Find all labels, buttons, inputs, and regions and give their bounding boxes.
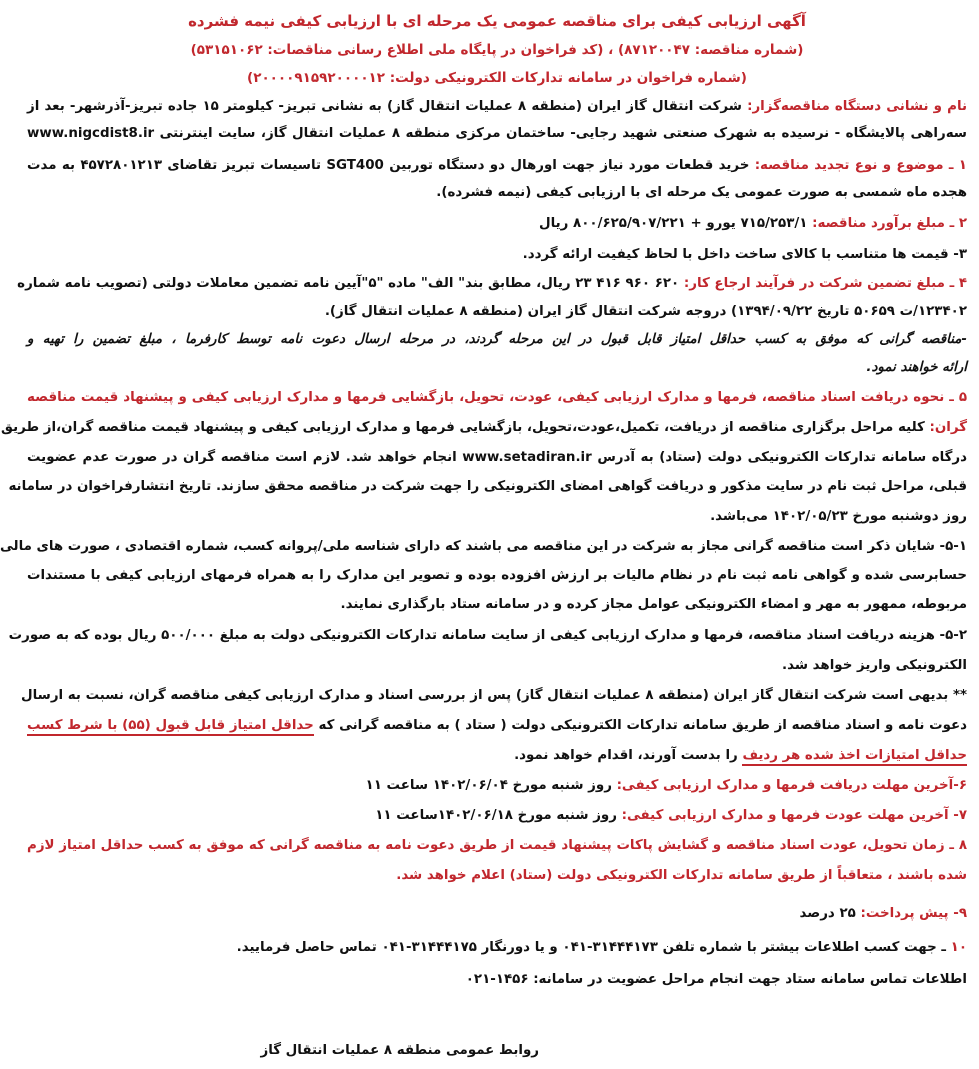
- body-line: ۱۰ ـ جهت کسب اطلاعات بیشتر با شماره تلفن ۳۱۴۴۴۱۷۳-۰۴۱ و یا دورنگار ۳۱۴۴۴۱۷۵-۰۴۱ تماس حاصل فرمایید.: [236, 940, 967, 955]
- body-line: ۵-۱- شایان ذکر است مناقصه گرانی مجاز به شرکت در این مناقصه می باشند که دارای شناسه ملی/پروانه کسب، شماره اقتصادی ، صورت های مالی: [0, 539, 967, 554]
- body-line: ۶-آخرین مهلت دریافت فرمها و مدارک ارزیابی کیفی: روز شنبه مورخ ۱۴۰۲/۰۶/۰۴ ساعت ۱۱: [365, 778, 967, 793]
- tender-numbers: (شماره مناقصه: ۸۷۱۲۰۰۴۷) ، (کد فراخوان در پایگاه ملی اطلاع رسانی مناقصات: ۵۳۱۵۱۰۶۲): [190, 42, 804, 58]
- underlined-condition: حداقل امتیاز قابل قبول (۵۵) با شرط کسب: [27, 718, 314, 736]
- call-number: (شماره فراخوان در سامانه تدارکات الکترونیکی دولت: ۲۰۰۰۰۹۱۵۹۲۰۰۰۰۱۲): [247, 70, 747, 86]
- body-line: درگاه سامانه تدارکات الکترونیکی دولت (ستاد) به آدرس www.setadiran.ir انجام خواهد شد. لازم است مناقصه گران در صورت عدم عضویت: [27, 450, 968, 465]
- body-line: ۵ ـ نحوه دریافت اسناد مناقصه، فرمها و مدارک ارزیابی کیفی، عودت، تحویل، بازگشایی فرمها و مدارک ارزیابی کیفی و پیشنهاد قیمت مناقصه: [27, 390, 967, 405]
- body-line: مربوطه، ممهور به مهر و امضاء الکترونیکی عوامل مجاز کرده و در سامانه ستاد بارگذاری نمایند.: [340, 597, 967, 612]
- underlined-condition: حداقل امتیازات اخذ شده هر ردیف: [742, 748, 967, 766]
- body-line: ۳- قیمت ها متناسب با کالای ساخت داخل با لحاظ کیفیت ارائه گردد.: [522, 247, 967, 262]
- tender-title: آگهی ارزیابی کیفی برای مناقصه عمومی یک مرحله ای با ارزیابی کیفی نیمه فشرده: [188, 12, 806, 30]
- body-line: ۲ ـ مبلغ برآورد مناقصه: ۷۱۵/۲۵۳/۱ یورو + ۸۰۰/۶۲۵/۹۰۷/۲۲۱ ریال: [539, 216, 967, 231]
- body-line: روز دوشنبه مورخ ۱۴۰۲/۰۵/۲۳ می‌باشد.: [710, 509, 967, 524]
- body-line: ** بدیهی است شرکت انتقال گاز ایران (منطقه ۸ عملیات انتقال گاز) پس از بررسی اسناد و مدارک ارزیابی کیفی مناقصه گران، نسبت به ارسال: [21, 688, 967, 703]
- body-line: -مناقصه گرانی که موفق به کسب حداقل امتیاز قابل قبول در این مرحله گردند، در مرحله ارسال دعوت نامه توسط کارفرما ، مبلغ تضمین را تهیه و: [27, 332, 967, 347]
- body-line: سه‌راهی پالایشگاه - نرسیده به شهرک صنعتی شهید رجایی- ساختمان مرکزی منطقه ۸ عملیات انتقال گاز، سایت اینترنتی www.nigcdist8.ir: [27, 126, 967, 141]
- body-line: قبلی، مراحل ثبت نام در سایت مذکور و دریافت گواهی امضای الکترونیکی را جهت شرکت در مناقصه محقق سازند. تاریخ انتشارفراخوان در سامانه: [8, 479, 967, 494]
- body-line: گران: کلیه مراحل برگزاری مناقصه از دریافت، تکمیل،عودت،تحویل، بازگشایی فرمها و مدارک ارزیابی کیفی و پیشنهاد قیمت مناقصه گران،از طریق: [1, 420, 967, 435]
- body-line: هجده ماه شمسی به صورت عمومی یک مرحله ای با ارزیابی کیفی (نیمه فشرده).: [436, 185, 967, 200]
- body-line: ۸ ـ زمان تحویل، عودت اسناد مناقصه و گشایش پاکات پیشنهاد قیمت از طریق دعوت نامه به مناقصه گرانی که موفق به کسب حداقل امتیاز لازم: [27, 838, 967, 853]
- body-line: حسابرسی شده و گواهی نامه ثبت نام در نظام مالیات بر ارزش افزوده بوده و تصویر این مدارک را به همراه فرمهای ارزیابی کیفی با مستندات: [27, 568, 967, 583]
- body-line: ۵-۲- هزینه دریافت اسناد مناقصه، فرمها و مدارک ارزیابی کیفی از سایت سامانه تدارکات الکترونیکی دولت به مبلغ ۵۰۰/۰۰۰ ریال بوده که به صورت: [8, 628, 967, 643]
- body-line: ۱ ـ موضوع و نوع تجدید مناقصه: خرید قطعات مورد نیاز جهت اورهال دو دستگاه توربین SGT400 تاسیسات تبریز تقاضای ۴۵۷۲۸۰۱۲۱۳ به مدت: [27, 158, 967, 173]
- body-line: شده باشند ، متعاقباً از طریق سامانه تدارکات الکترونیکی دولت (ستاد) اعلام خواهد شد.: [396, 868, 967, 883]
- body-line: ۷- آخرین مهلت عودت فرمها و مدارک ارزیابی کیفی: روز شنبه مورخ ۱۴۰۲/۰۶/۱۸ساعت ۱۱: [375, 808, 967, 823]
- body-line: دعوت نامه و اسناد مناقصه از طریق سامانه تدارکات الکترونیکی دولت ( ستاد ) به مناقصه گرانی که حداقل امتیاز قابل قبول (۵۵) با شرط کسب: [27, 718, 967, 734]
- body-line: الکترونیکی واریز خواهد شد.: [782, 658, 967, 673]
- body-line: ۹- پیش پرداخت: ۲۵ درصد: [799, 906, 967, 921]
- signature-public-relations: روابط عمومی منطقه ۸ عملیات انتقال گاز: [260, 1043, 539, 1058]
- body-line: ۴ ـ مبلغ تضمین شرکت در فرآیند ارجاع کار: ۶۲۰ ۹۶۰ ۴۱۶ ۲۳ ریال، مطابق بند" الف" ماده "۵"آیین نامه تضمین معاملات دولتی (تصویب نامه شماره: [17, 276, 967, 291]
- body-line: ارائه خواهند نمود.: [866, 360, 967, 375]
- body-line: اطلاعات تماس سامانه ستاد جهت انجام مراحل عضویت در سامانه: ۱۴۵۶-۰۲۱: [465, 972, 967, 987]
- body-line: نام و نشانی دستگاه مناقصه‌گزار: شرکت انتقال گاز ایران (منطقه ۸ عملیات انتقال گاز) به نشانی تبریز- کیلومتر ۱۵ جاده تبریز-آذرشهر- بعد از: [27, 99, 968, 114]
- body-line: ۱۲۳۴۰۲/ت ۵۰۶۵۹ تاریخ ۱۳۹۴/۰۹/۲۲) دروجه شرکت انتقال گاز ایران (منطقه ۸ عملیات انتقال گاز).: [324, 304, 967, 319]
- body-line: حداقل امتیازات اخذ شده هر ردیف را بدست آورند، اقدام خواهد نمود.: [27, 748, 967, 764]
